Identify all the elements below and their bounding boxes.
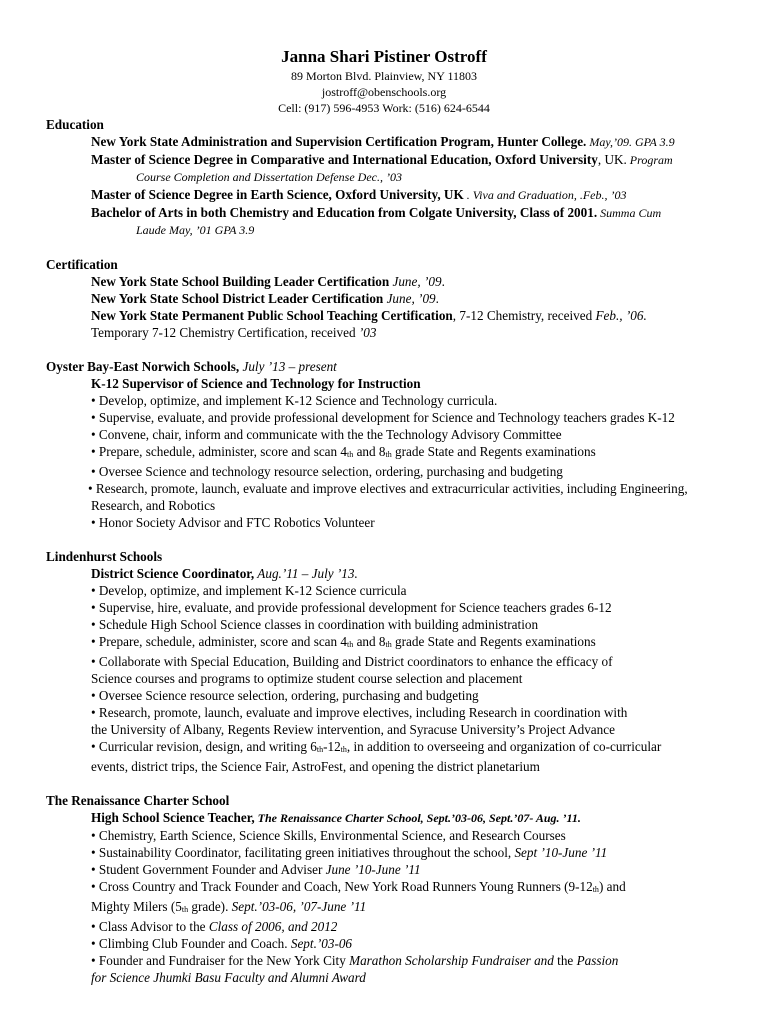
education-item: Master of Science Degree in Comparative and International Education, Oxford University, UK. Program <box>91 152 673 167</box>
duty-item: • Convene, chair, inform and communicate with the the Technology Advisory Committee <box>91 427 562 442</box>
duty-item: • Research, promote, launch, evaluate and improve electives and extracurricular activities, including Engineering, <box>88 481 688 496</box>
email: jostroff@obenschools.org <box>321 85 447 99</box>
duty-item: • Honor Society Advisor and FTC Robotics Volunteer <box>91 515 375 530</box>
candidate-name: Janna Shari Pistiner Ostroff <box>281 47 487 66</box>
certification-item: New York State Permanent Public School Teaching Certification, 7-12 Chemistry, received Feb., ’06. <box>91 308 647 323</box>
duty-item-continuation: the University of Albany, Regents Review intervention, and Syracuse University’s Project Advance <box>91 722 615 737</box>
duty-item: • Curricular revision, design, and writing 6th-12th, in addition to overseeing and organization of co-curricular <box>91 739 662 754</box>
duty-item: • Prepare, schedule, administer, score and scan 4th and 8th grade State and Regents examinations <box>91 634 596 649</box>
duty-item-continuation: Research, and Robotics <box>91 498 216 513</box>
duty-item-continuation: for Science Jhumki Basu Faculty and Alumni Award <box>91 970 366 985</box>
duty-item-continuation: events, district trips, the Science Fair, AstroFest, and opening the district planetarium <box>91 759 540 774</box>
duty-item: • Supervise, hire, evaluate, and provide professional development for Science teachers grades 6-12 <box>91 600 612 615</box>
duty-item: • Develop, optimize, and implement K-12 Science curricula <box>91 583 407 598</box>
duty-item: • Class Advisor to the Class of 2006, and 2012 <box>91 919 338 934</box>
duty-item: • Chemistry, Earth Science, Science Skills, Environmental Science, and Research Courses <box>91 828 566 843</box>
employer-heading: Lindenhurst Schools <box>46 549 163 564</box>
employer-heading: The Renaissance Charter School <box>46 793 230 808</box>
duty-item: • Founder and Fundraiser for the New York City Marathon Scholarship Fundraiser and the Passion <box>91 953 619 968</box>
duty-item: • Supervise, evaluate, and provide professional development for Science and Technology teachers grades K-12 <box>91 410 675 425</box>
certification-item: New York State School District Leader Certification June, ’09. <box>91 291 439 306</box>
education-heading: Education <box>46 117 104 132</box>
employer-heading: Oyster Bay-East Norwich Schools, July ’13 – present <box>46 359 337 374</box>
duty-item: • Cross Country and Track Founder and Coach, New York Road Runners Young Runners (9-12th) and <box>91 879 626 894</box>
duty-item: • Climbing Club Founder and Coach. Sept.’03-06 <box>91 936 353 951</box>
certification-item: New York State School Building Leader Certification June, ’09. <box>91 274 445 289</box>
duty-item: • Schedule High School Science classes in coordination with building administration <box>91 617 539 632</box>
duty-item-continuation: Science courses and programs to optimize student course selection and placement <box>91 671 523 686</box>
duty-item: • Student Government Founder and Adviser June ’10-June ’11 <box>91 862 421 877</box>
duty-item: • Oversee Science and technology resource selection, ordering, purchasing and budgeting <box>91 464 563 479</box>
duty-item-continuation: Mighty Milers (5th grade). Sept.’03-06, ’07-June ’11 <box>91 899 367 914</box>
job-title: District Science Coordinator, Aug.’11 – July ’13. <box>91 566 358 581</box>
certification-item: Temporary 7-12 Chemistry Certification, received ’03 <box>91 325 377 340</box>
education-item: New York State Administration and Supervision Certification Program, Hunter College. May,’09. GPA 3.9 <box>91 134 675 149</box>
duty-item: • Prepare, schedule, administer, score and scan 4th and 8th grade State and Regents examinations <box>91 444 596 459</box>
duty-item: • Develop, optimize, and implement K-12 Science and Technology curricula. <box>91 393 498 408</box>
education-item-continuation: Laude May, ’01 GPA 3.9 <box>136 223 255 237</box>
duty-item: • Research, promote, launch, evaluate and improve electives, including Research in coordination with <box>91 705 628 720</box>
education-item: Master of Science Degree in Earth Science, Oxford University, UK . Viva and Graduation, .Feb., ’03 <box>91 187 627 202</box>
phone-numbers: Cell: (917) 596-4953 Work: (516) 624-6544 <box>278 101 490 115</box>
resume-header <box>0 0 768 116</box>
education-item: Bachelor of Arts in both Chemistry and Education from Colgate University, Class of 2001. Summa Cum <box>91 205 662 220</box>
duty-item: • Oversee Science resource selection, ordering, purchasing and budgeting <box>91 688 479 703</box>
address: 89 Morton Blvd. Plainview, NY 11803 <box>291 69 477 83</box>
job-title: K-12 Supervisor of Science and Technology for Instruction <box>91 376 421 391</box>
education-item-continuation: Course Completion and Dissertation Defense Dec., ’03 <box>136 170 402 184</box>
job-title: High School Science Teacher, The Renaissance Charter School, Sept.’03-06, Sept.’07- Aug. ’11. <box>91 810 581 825</box>
certification-heading: Certification <box>46 257 118 272</box>
duty-item: • Collaborate with Special Education, Building and District coordinators to enhance the efficacy of <box>91 654 613 669</box>
duty-item: • Sustainability Coordinator, facilitating green initiatives throughout the school, Sept ’10-June ’11 <box>91 845 608 860</box>
